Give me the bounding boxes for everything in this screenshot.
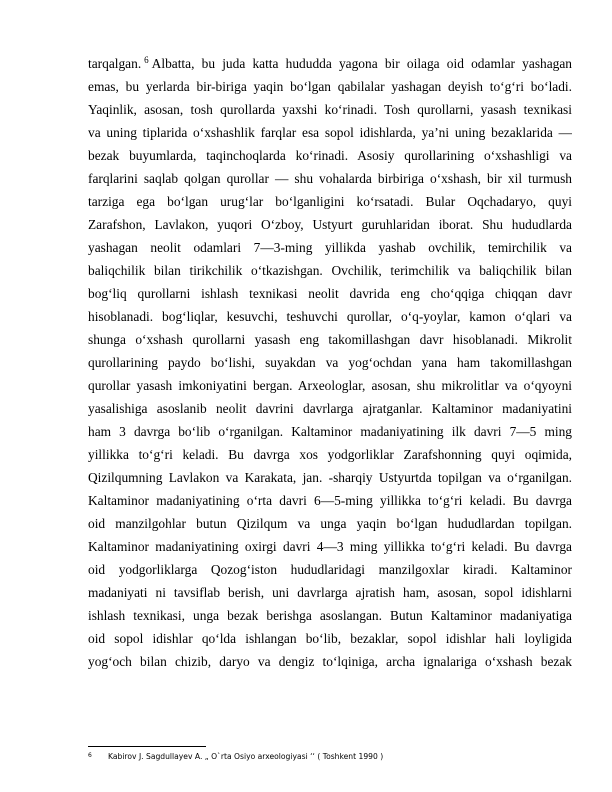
text-line-16: yasalishiga asoslanib neolit davrini davrlarga ajratganlar. Kaltaminor madaniyatini <box>88 401 572 416</box>
text-line-17: ham 3 davrga bo‘lib o‘rganilgan. Kaltaminor madaniyatining ilk davri 7—5 ming <box>88 424 572 439</box>
text-line-24: madaniyati ni tavsiflab berish, uni davrlarga ajratish ham, asosan, sopol idishlarni <box>88 585 572 600</box>
text-line-2: emas, bu yerlarda bir-biriga yaqin bo‘lgan qabilalar yashagan deyish to‘g‘ri bo‘ladi. <box>88 79 572 94</box>
footnote-reference[interactable]: 6 <box>144 55 149 65</box>
text-line-8: Zarafshon, Lavlakon, yuqori O‘zboy, Ustyurt guruhlaridan iborat. Shu hududlarda <box>88 217 572 232</box>
text-line-7: tarziga ega bo‘lgan urug‘lar bo‘lganligini ko‘rsatadi. Bular Oqchadaryo, quyi <box>88 194 572 209</box>
text-line-1 <box>88 52 572 75</box>
text-line-26: oid sopol idishlar qo‘lda ishlangan bo‘lib, bezaklar, sopol idishlar hali loyligida <box>88 631 572 646</box>
text-line-13: shunga o‘xshash qurollarni yasash eng takomillashgan davr hisoblanadi. Mikrolit <box>88 332 572 347</box>
line-1-start: tarqalgan. <box>88 56 142 71</box>
footnote-divider <box>88 746 206 747</box>
text-line-9: yashagan neolit odamlari 7—3-ming yillikda yashab ovchilik, temirchilik va <box>88 240 572 255</box>
text-line-21: oid manzilgohlar butun Qizilqum va unga yaqin bo‘lgan hududlardan topilgan. <box>88 516 572 531</box>
text-line-6: farqlarini saqlab qolgan qurollar — shu vohalarda birbiriga o‘xshash, bir xil turmush <box>88 171 572 186</box>
text-line-15: qurollar yasash imkoniyatini bergan. Arxeologlar, asosan, shu mikrolitlar va o‘qyoyni <box>88 378 572 393</box>
text-line-11: bog‘liq qurollarni ishlash texnikasi neolit davrida eng cho‘qqiga chiqqan davr <box>88 286 572 301</box>
footnote-number: 6 <box>88 752 92 759</box>
text-line-25: ishlash texnikasi, unga bezak berishga asoslangan. Butun Kaltaminor madaniyatiga <box>88 608 572 623</box>
text-line-4: va uning tiplarida o‘xshashlik farqlar esa sopol idishlarda, ya’ni uning bezaklarida — <box>88 125 572 140</box>
footnote <box>88 750 572 763</box>
line-1-end: Albatta, bu juda katta hududda yagona bir oilaga oid odamlar yashagan <box>151 56 572 71</box>
text-line-3: Yaqinlik, asosan, tosh qurollarda yaxshi ko‘rinadi. Tosh qurollarni, yasash texnikasi <box>88 102 572 117</box>
text-line-22: Kaltaminor madaniyatining oxirgi davri 4—3 ming yillikka to‘g‘ri keladi. Bu davrga <box>88 539 572 554</box>
text-line-14: qurollarining paydo bo‘lishi, suyakdan va yog‘ochdan yana ham takomillashgan <box>88 355 572 370</box>
footnote-text: Kabirov J. Sagdullayev A. „ O`rta Osiyo arxeologiyasi ‘‘ ( Toshkent 1990 ) <box>108 752 384 761</box>
text-line-12: hisoblanadi. bog‘liqlar, kesuvchi, teshuvchi qurollar, o‘q-yoylar, kamon o‘qlari va <box>88 309 572 324</box>
body-paragraph <box>88 52 572 673</box>
text-line-19: Qizilqumning Lavlakon va Karakata, jan. -sharqiy Ustyurtda topilgan va o‘rganilgan. <box>88 470 572 485</box>
text-line-10: baliqchilik bilan tirikchilik o‘tkazishgan. Ovchilik, terimchilik va baliqchilik bilan <box>88 263 572 278</box>
text-line-27: yog‘och bilan chizib, daryo va dengiz to‘lqiniga, archa ignalariga o‘xshash bezak <box>88 654 572 669</box>
text-line-18: yillikka to‘g‘ri keladi. Bu davrga xos yodgorliklar Zarafshonning quyi oqimida, <box>88 447 572 462</box>
text-line-20: Kaltaminor madaniyatining o‘rta davri 6—5-ming yillikka to‘g‘ri keladi. Bu davrga <box>88 493 572 508</box>
text-line-23: oid yodgorliklarga Qozog‘iston hududlaridagi manzilgoxlar kiradi. Kaltaminor <box>88 562 572 577</box>
text-line-5: bezak buyumlarda, taqinchoqlarda ko‘rinadi. Asosiy qurollarining o‘xshashligi va <box>88 148 572 163</box>
